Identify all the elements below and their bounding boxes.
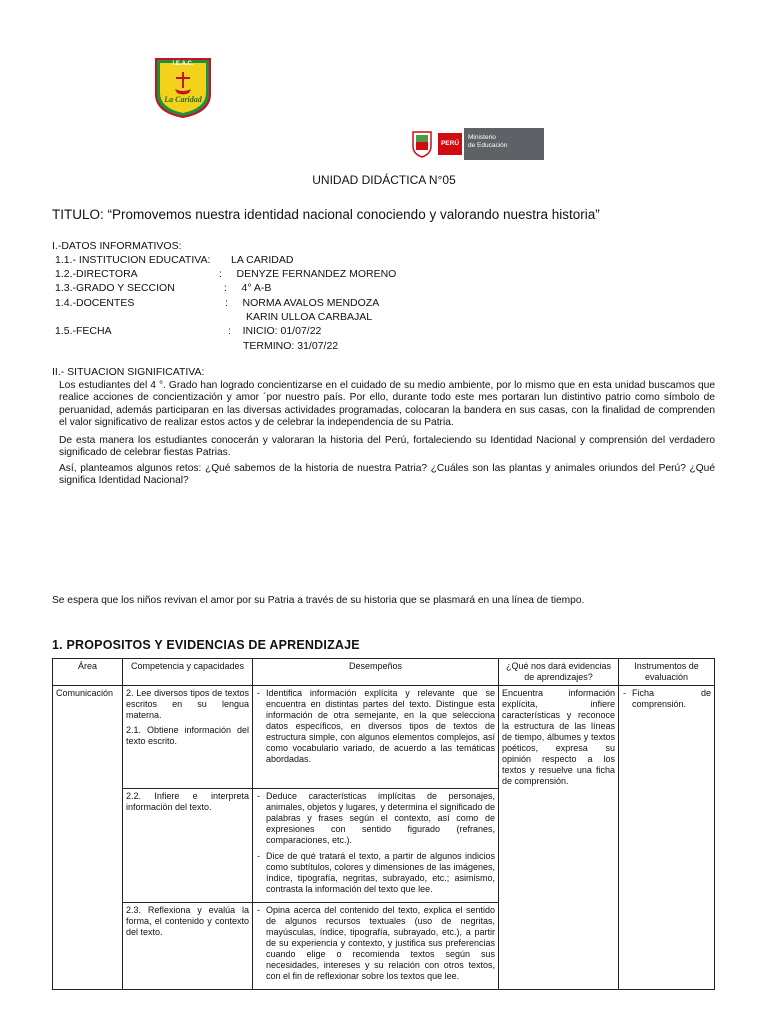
situation-paragraph-3: Así, planteamos algunos retos: ¿Qué sabemos de la historia de nuestra Patria? ¿Cuáles son las plantas y animales oriundos del Perú? ¿Qué significa Identidad Nacional? xyxy=(59,463,715,487)
section-title: 1. PROPOSITOS Y EVIDENCIAS DE APRENDIZAJE xyxy=(52,638,360,652)
performance-item: - Identifica información explícita y relevante que se encuentra en distintas partes del texto. Distingue esta información de otra semejante, en la que selecciona datos específicos, en diversos tipos de textos de estructura simple, con algunos elementos complejos, así como vocabulario variado, de acuerdo a las temáticas abordadas. xyxy=(256,688,495,765)
info-label-teachers: 1.4.-DOCENTES xyxy=(55,297,135,309)
logo-name: La Caridad xyxy=(164,95,202,104)
instrument-item: - Ficha de comprensión. xyxy=(622,688,711,710)
capacity-2-2: 2.2. Infiere e interpreta información del texto. xyxy=(126,791,249,812)
instrument-cell xyxy=(619,686,715,990)
ministry-line-1: Ministerio xyxy=(468,133,496,141)
info-value-director: : DENYZE FERNANDEZ MORENO xyxy=(219,268,397,280)
info-label-date: 1.5.-FECHA xyxy=(55,325,112,337)
header-competence: Competencia y capacidades xyxy=(123,659,253,686)
table-row xyxy=(53,686,715,789)
logo-top-text: I.E.A.C. xyxy=(172,61,194,67)
header-area: Área xyxy=(53,659,123,686)
peru-label: PERÚ xyxy=(438,133,462,155)
ministry-logo xyxy=(410,127,560,160)
situation-paragraph-2: De esta manera los estudiantes conocerán y valoraran la historia del Perú, fortaleciendo su Identidad Nacional y comprensión del verdadero significado de celebrar fiestas Patrias. xyxy=(59,435,715,459)
situation-paragraph-1: Los estudiantes del 4 °. Grado han logrado concientizarse en el cuidado de su medio ambiente, por lo mismo que en esta unidad buscamos que realice acciones de concientización y amor ´por nuestro país. Por ello, durante todo este mes portaran lun distintivo patrio como símbolo de peruanidad, además participaran en las diversas actividades programadas, colocaran la bandera en sus casas, con la finalidad de comprenden el valor significativo de realizar estos actos y de celebrar la independencia de su Patria. xyxy=(59,380,715,429)
ministry-line-2: de Educación xyxy=(468,141,508,149)
info-label-grade: 1.3.-GRADO Y SECCION xyxy=(55,282,175,294)
info-value-grade: : 4° A-B xyxy=(224,282,272,294)
evidence-cell: Encuentra información explícita, infiere características y reconoce la estructura de las líneas de tiempo, álbumes y textos poéticos, expresa su opinión respecto a los textos y resuelve una ficha de comprensión. xyxy=(499,686,619,990)
performance-cell-3 xyxy=(253,903,499,990)
info-value-teacher-2: KARIN ULLOA CARBAJAL xyxy=(246,311,373,323)
competence-title: 2. Lee diversos tipos de textos escritos en su lengua materna. xyxy=(126,688,249,720)
performance-cell-1 xyxy=(253,686,499,789)
capacity-2-1: 2.1. Obtiene información del texto escrito. xyxy=(126,725,249,746)
competence-cell-3 xyxy=(123,903,253,990)
peru-shield-icon xyxy=(410,130,434,158)
info-label-director: 1.2.-DIRECTORA xyxy=(55,268,138,280)
info-heading: I.-DATOS INFORMATIVOS: xyxy=(52,240,182,252)
info-value-end: TERMINO: 31/07/22 xyxy=(243,340,339,352)
info-value-institution: LA CARIDAD xyxy=(231,254,294,266)
performance-item: - Deduce características implícitas de personajes, animales, objetos y lugares, y determina el significado de palabras y frases según el contexto, así como de expresiones con sentido figurado (refranes, comparaciones, etc.). xyxy=(256,791,495,846)
info-value-teacher-1: : NORMA AVALOS MENDOZA xyxy=(225,297,380,309)
school-logo xyxy=(153,56,213,118)
table-header-row xyxy=(53,659,715,686)
performance-item: - Dice de qué tratará el texto, a partir de algunos indicios como subtítulos, colores y dimensiones de las imágenes, índice, tipografía, negritas, subrayado, etc.; asimismo, contrasta la información del texto que lee. xyxy=(256,851,495,895)
capacity-2-3: 2.3. Reflexiona y evalúa la forma, el contenido y contexto del texto. xyxy=(126,905,249,937)
performance-item: - Opina acerca del contenido del texto, explica el sentido de algunos recursos textuales (uso de negritas, mayúsculas, índice, tipografía, subrayado, etc.), a partir de su experiencia y contexto, y justifica sus preferencias cuando elige o recomienda textos según sus necesidades, intereses y su relación con otros textos, con el fin de reflexionar sobre los textos que lee. xyxy=(256,905,495,982)
main-title: TITULO: “Promovemos nuestra identidad nacional conociendo y valorando nuestra historia” xyxy=(52,207,600,222)
competence-cell-2 xyxy=(123,789,253,903)
expectation-text: Se espera que los niños revivan el amor por su Patria a través de su historia que se plasmará en una línea de tiempo. xyxy=(52,595,585,606)
header-instruments: Instrumentos de evaluación xyxy=(619,659,715,686)
ministry-box xyxy=(464,128,544,160)
unit-title: UNIDAD DIDÁCTICA N°05 xyxy=(312,173,456,187)
competence-cell-1 xyxy=(123,686,253,789)
info-value-start: : INICIO: 01/07/22 xyxy=(228,325,322,337)
area-cell: Comunicación xyxy=(53,686,123,990)
performance-cell-2 xyxy=(253,789,499,903)
info-label-institution: 1.1.- INSTITUCION EDUCATIVA: xyxy=(55,254,211,266)
situation-heading: II.- SITUACION SIGNIFICATIVA: xyxy=(52,366,205,378)
header-evidence: ¿Qué nos dará evidencias de aprendizajes? xyxy=(499,659,619,686)
purposes-table xyxy=(52,658,715,990)
header-performance: Desempeños xyxy=(253,659,499,686)
